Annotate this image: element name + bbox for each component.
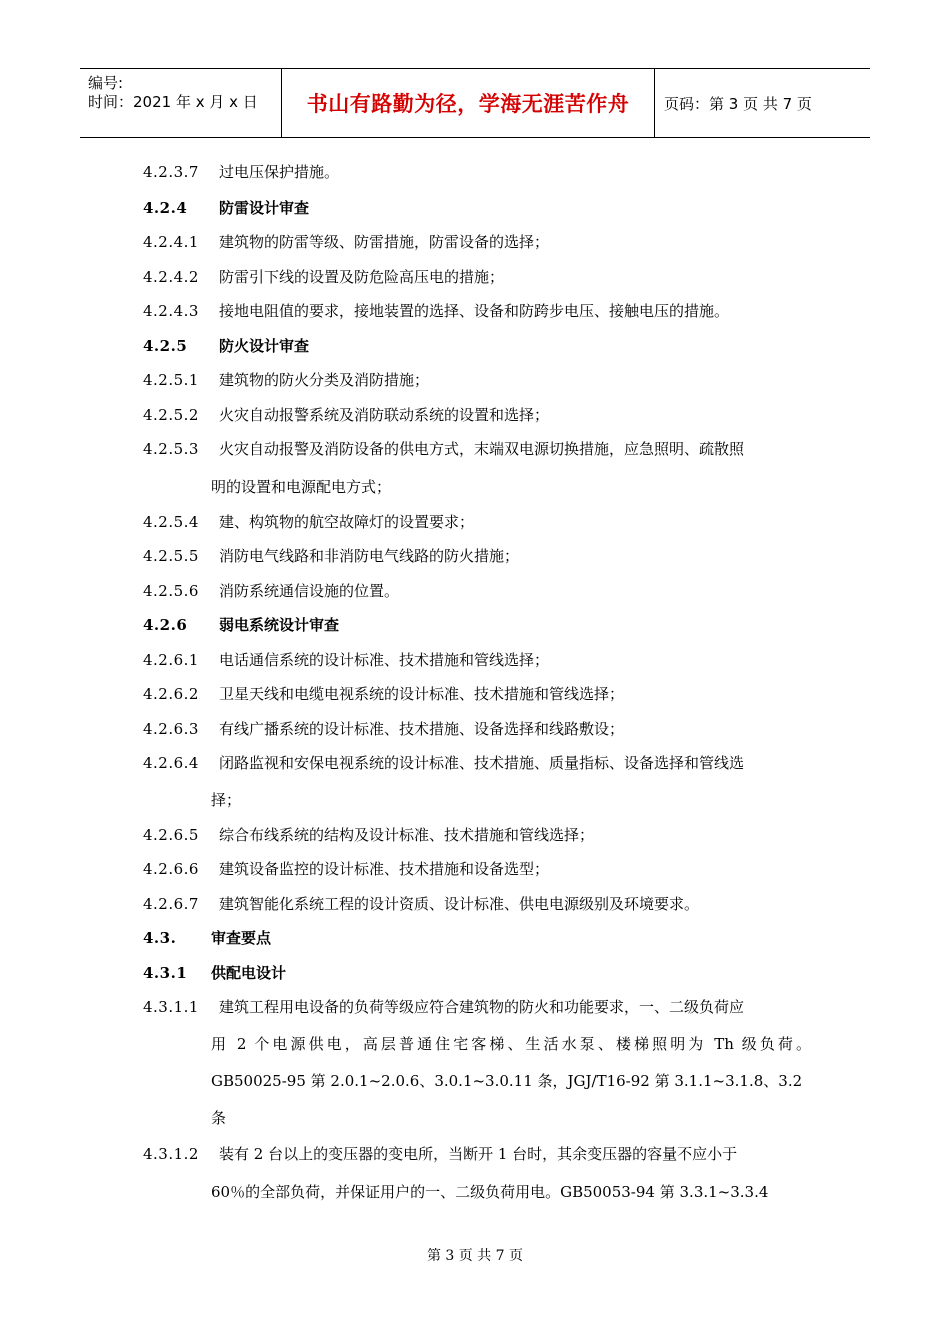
section-number: 4.3. — [143, 929, 177, 947]
section-4-2-6 — [143, 614, 339, 635]
clause-4-3-1-1 — [143, 996, 744, 1017]
clause-4-2-5-5 — [143, 545, 519, 566]
clause-text: 有线广播系统的设计标准、技术措施、设备选择和线路敷设； — [219, 720, 625, 738]
clause-text: 电话通信系统的设计标准、技术措施和管线选择； — [219, 651, 550, 669]
clause-number: 4.2.5.2 — [143, 406, 199, 424]
section-number: 4.2.6 — [143, 616, 188, 634]
clause-number: 4.2.6.2 — [143, 685, 199, 703]
header-page-info: 页码：第 3 页 共 7 页 — [664, 94, 812, 113]
clause-text: 接地电阻值的要求，接地装置的选择、设备和防跨步电压、接触电压的措施。 — [219, 302, 730, 320]
clause-number: 4.2.5.6 — [143, 582, 199, 600]
doc-number-label: 编号: — [88, 74, 124, 92]
clause-text: 火灾自动报警系统及消防联动系统的设置和选择； — [219, 406, 550, 424]
clause-4-2-6-5 — [143, 824, 594, 845]
clause-text: 综合布线系统的结构及设计标准、技术措施和管线选择； — [219, 826, 595, 844]
section-title: 弱电系统设计审查 — [219, 616, 340, 634]
clause-4-2-6-4-continued: 择； — [211, 791, 242, 809]
clause-4-2-6-4 — [143, 752, 744, 773]
clause-number: 4.3.1.2 — [143, 1145, 199, 1163]
section-4-2-5 — [143, 335, 309, 356]
clause-text: 火灾自动报警及消防设备的供电方式，末端双电源切换措施，应急照明、疏散照 — [219, 440, 745, 458]
clause-text: 装有 2 台以上的变压器的变电所，当断开 1 台时，其余变压器的容量不应小于 — [219, 1145, 738, 1163]
clause-4-2-4-1 — [143, 231, 549, 252]
clause-number: 4.2.5.4 — [143, 513, 199, 531]
section-4-2-4 — [143, 197, 309, 218]
clause-4-3-1-2-line2: 60％的全部负荷，并保证用户的一、二级负荷用电。GB50053-94 第 3.3.1~3.3.4 — [211, 1183, 769, 1201]
section-4-3 — [143, 927, 271, 948]
clause-number: 4.2.5.3 — [143, 440, 199, 458]
clause-text: 防雷引下线的设置及防危险高压电的措施； — [219, 268, 505, 286]
clause-text: 闭路监视和安保电视系统的设计标准、技术措施、质量指标、设备选择和管线选 — [219, 754, 745, 772]
clause-4-2-6-3 — [143, 718, 624, 739]
clause-4-2-6-2 — [143, 683, 624, 704]
clause-text: 过电压保护措施。 — [219, 163, 340, 181]
clause-text: 建筑设备监控的设计标准、技术措施和设备选型； — [219, 860, 550, 878]
clause-4-3-1-2 — [143, 1143, 737, 1164]
clause-number: 4.2.4.3 — [143, 302, 199, 320]
section-number: 4.2.4 — [143, 199, 188, 217]
clause-4-2-4-3 — [143, 300, 729, 321]
clause-4-2-5-4 — [143, 511, 474, 532]
clause-text: 建筑物的防雷等级、防雷措施，防雷设备的选择； — [219, 233, 550, 251]
clause-text: 建、构筑物的航空故障灯的设置要求； — [219, 513, 475, 531]
clause-text: 建筑智能化系统工程的设计资质、设计标准、供电电源级别及环境要求。 — [219, 895, 700, 913]
clause-text: 消防系统通信设施的位置。 — [219, 582, 400, 600]
clause-number: 4.2.5.1 — [143, 371, 199, 389]
clause-4-3-1-1-line3: GB50025-95 第 2.0.1~2.0.6、3.0.1~3.0.11 条，JGJ/T16-92 第 3.1.1~3.1.8、3.2 — [211, 1072, 803, 1090]
clause-4-2-6-7 — [143, 893, 699, 914]
clause-number: 4.2.6.7 — [143, 895, 199, 913]
clause-number: 4.2.3.7 — [143, 163, 199, 181]
section-4-3-1 — [143, 962, 286, 983]
clause-text: 消防电气线路和非消防电气线路的防火措施； — [219, 547, 520, 565]
clause-4-2-6-1 — [143, 649, 549, 670]
clause-4-2-5-3-continued: 明的设置和电源配电方式； — [211, 478, 392, 496]
clause-text: 卫星天线和电缆电视系统的设计标准、技术措施和管线选择； — [219, 685, 625, 703]
clause-4-2-6-6 — [143, 858, 549, 879]
clause-4-2-3-7 — [143, 161, 339, 182]
section-number: 4.3.1 — [143, 964, 188, 982]
clause-number: 4.2.6.5 — [143, 826, 199, 844]
section-title: 防火设计审查 — [219, 337, 310, 355]
doc-date: 时间：2021 年 x 月 x 日 — [88, 93, 258, 111]
clause-4-2-5-3 — [143, 438, 744, 459]
header-motto-cell — [281, 69, 655, 137]
clause-number: 4.2.6.6 — [143, 860, 199, 878]
page-footer: 第 3 页 共 7 页 — [426, 1248, 524, 1264]
clause-number: 4.2.6.4 — [143, 754, 199, 772]
clause-number: 4.2.4.1 — [143, 233, 199, 251]
clause-4-3-1-1-line4: 条 — [211, 1109, 227, 1127]
section-title: 审查要点 — [211, 929, 272, 947]
clause-4-3-1-1-line2: 用 2 个电源供电，高层普通住宅客梯、生活水泵、楼梯照明为 Th 级负荷。 — [211, 1035, 811, 1053]
clause-number: 4.2.6.3 — [143, 720, 199, 738]
clause-text: 建筑物的防火分类及消防措施； — [219, 371, 430, 389]
clause-4-2-4-2 — [143, 266, 504, 287]
clause-number: 4.2.5.5 — [143, 547, 199, 565]
document-header — [80, 68, 870, 138]
section-title: 供配电设计 — [211, 964, 287, 982]
section-number: 4.2.5 — [143, 337, 188, 355]
section-title: 防雷设计审查 — [219, 199, 310, 217]
header-motto: 书山有路勤为径，学海无涯苦作舟 — [306, 92, 630, 116]
header-meta — [80, 69, 280, 137]
clause-4-2-5-1 — [143, 369, 429, 390]
clause-text: 建筑工程用电设备的负荷等级应符合建筑物的防火和功能要求，一、二级负荷应 — [219, 998, 745, 1016]
clause-4-2-5-2 — [143, 404, 549, 425]
clause-number: 4.2.6.1 — [143, 651, 199, 669]
clause-number: 4.2.4.2 — [143, 268, 199, 286]
clause-4-2-5-6 — [143, 580, 399, 601]
clause-number: 4.3.1.1 — [143, 998, 199, 1016]
